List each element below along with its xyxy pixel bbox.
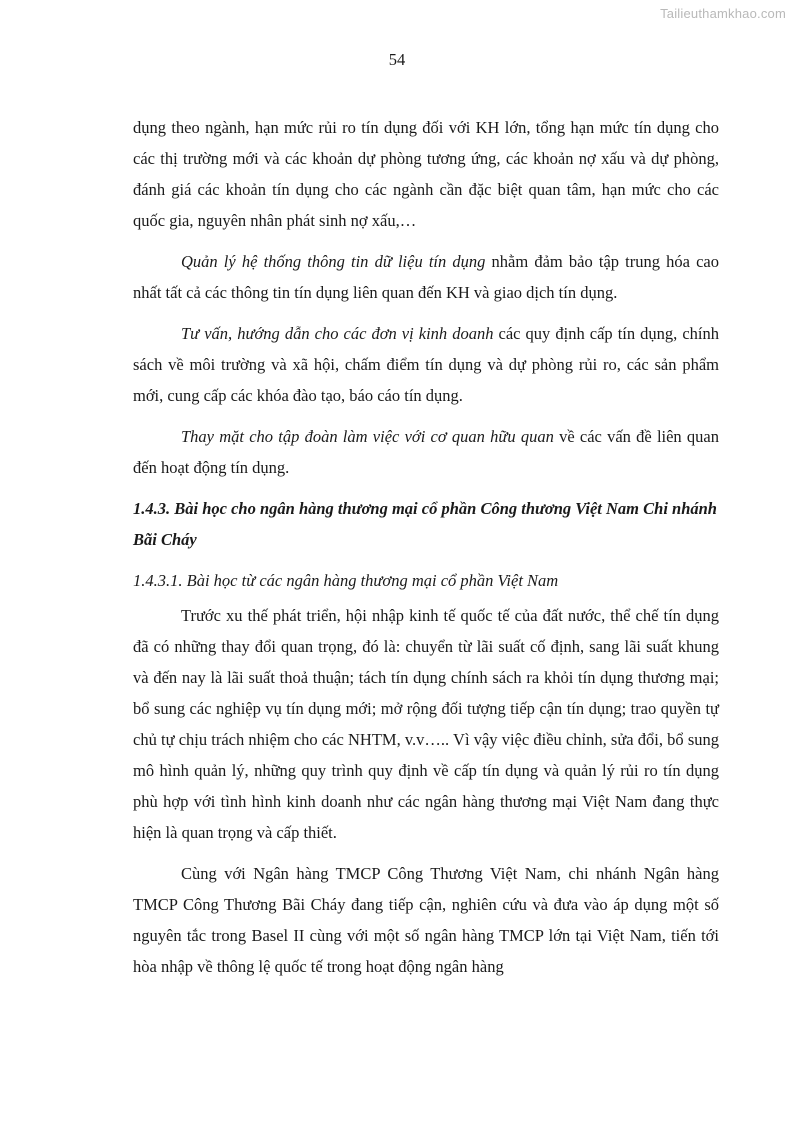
paragraph-group-representation [133, 421, 719, 483]
paragraph-text: nhằm đảm bảo tập trung hóa cao nhất tất cả các thông tin tín dụng liên quan đến KH và giao dịch tín dụng. [133, 252, 719, 302]
paragraph-continued: dụng theo ngành, hạn mức rủi ro tín dụng đối với KH lớn, tổng hạn mức tín dụng cho các thị trường mới và các khoản dự phòng tương ứng, các khoản nợ xấu và dự phòng, đánh giá các khoản tín dụng cho các ngành cần đặc biệt quan tâm, hạn mức cho các quốc gia, nguyên nhân phát sinh nợ xấu,… [133, 118, 719, 230]
subsection-heading: 1.4.3.1. Bài học từ các ngân hàng thương mại cổ phần Việt Nam [133, 571, 559, 590]
paragraph-lead-italic: Thay mặt cho tập đoàn làm việc với cơ quan hữu quan [181, 427, 554, 446]
paragraph-text: về các vấn đề liên quan đến hoạt động tín dụng. [133, 427, 719, 477]
paragraph-basel-adoption: Cùng với Ngân hàng TMCP Công Thương Việt Nam, chi nhánh Ngân hàng TMCP Công Thương Bãi Cháy đang tiếp cận, nghiên cứu và đưa vào áp dụng một số nguyên tắc trong Basel II cùng với một số ngân hàng TMCP lớn tại Việt Nam, tiến tới hòa nhập về thông lệ quốc tế trong hoạt động ngân hàng [133, 864, 719, 976]
paragraph-lead-italic: Tư vấn, hướng dẫn cho các đơn vị kinh doanh [181, 324, 494, 343]
paragraph-credit-institution-changes: Trước xu thế phát triển, hội nhập kinh tế quốc tế của đất nước, thể chế tín dụng đã có những thay đổi quan trọng, đó là: chuyển từ lãi suất cố định, sang lãi suất khung và đến nay là lãi suất thoả thuận; tách tín dụng chính sách ra khỏi tín dụng thương mại; bổ sung các nghiệp vụ tín dụng mới; mở rộng đối tượng tiếp cận tín dụng; trao quyền tự chủ tự chịu trách nhiệm cho các NHTM, v.v….. Vì vậy việc điều chỉnh, sửa đổi, bổ sung mô hình quản lý, những quy trình quy định về cấp tín dụng và quản lý rủi ro tín dụng phù hợp với tình hình kinh doanh như các ngân hàng thương mại Việt Nam đang thực hiện là quan trọng và cấp thiết. [133, 606, 719, 842]
paragraph-business-advice [133, 318, 719, 411]
paragraph-text: các quy định cấp tín dụng, chính sách về môi trường và xã hội, chấm điểm tín dụng và dự phòng rủi ro, các sản phẩm mới, cung cấp các khóa đào tạo, báo cáo tín dụng. [133, 324, 719, 405]
document-body [133, 112, 719, 992]
paragraph-lead-italic: Quản lý hệ thống thông tin dữ liệu tín dụng [181, 252, 486, 271]
paragraph-credit-info-management [133, 246, 719, 308]
watermark: Tailieuthamkhao.com [660, 6, 786, 21]
page-number: 54 [388, 50, 406, 69]
section-heading: 1.4.3. Bài học cho ngân hàng thương mại cổ phần Công thương Việt Nam Chi nhánh Bãi Cháy [133, 499, 717, 549]
